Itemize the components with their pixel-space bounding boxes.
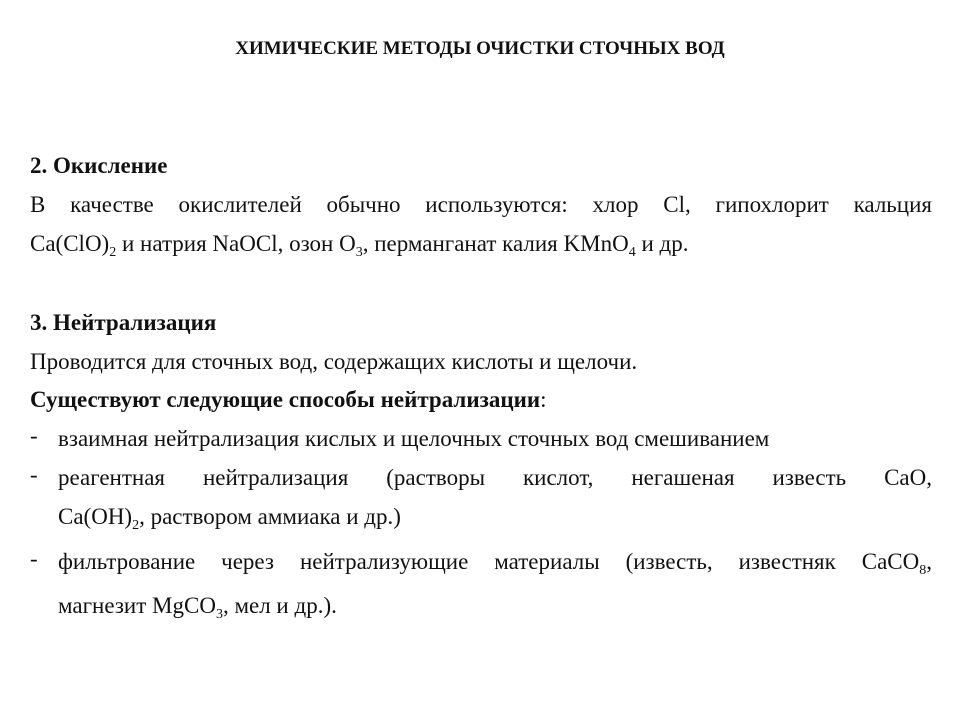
bullet-marker: - — [30, 546, 38, 571]
subscript: 3 — [215, 607, 223, 622]
text-segment: Ca(ClO) — [30, 231, 110, 256]
text-segment: взаимная нейтрализация кислых и щелочных сточных вод смешиванием — [58, 426, 770, 451]
neutralization-intro: Проводится для сточных вод, содержащих кислоты и щелочи. — [30, 349, 638, 374]
text-segment: , мел и др.). — [222, 593, 337, 618]
text-segment: и натрия NaOCl, озон O — [116, 231, 356, 256]
bullet-reagent-neutralization-line-1 — [58, 464, 932, 492]
bullet-marker: - — [30, 423, 38, 448]
subscript: 2 — [109, 245, 117, 260]
methods-heading-colon: : — [540, 387, 547, 412]
text-segment: В качестве окислителей обычно используются: хлор Cl, гипохлорит кальция — [30, 192, 932, 217]
bullet-reagent-neutralization-line-2 — [58, 503, 401, 531]
bullet-filtration-line-1 — [58, 548, 932, 576]
bullet-filtration-line-2 — [58, 592, 337, 620]
methods-heading — [30, 386, 546, 414]
text-segment: Ca(OH) — [58, 504, 133, 529]
subscript: 4 — [628, 245, 636, 260]
subscript: 2 — [132, 518, 140, 533]
methods-heading-text: Существуют следующие способы нейтрализации — [30, 387, 541, 412]
text-segment: , — [926, 549, 932, 574]
subscript: 8 — [919, 563, 927, 578]
subscript: 3 — [355, 245, 363, 260]
bullet-marker: - — [30, 462, 38, 487]
text-segment: , перманганат калия KMnO — [362, 231, 629, 256]
bullet-mutual-neutralization — [58, 425, 769, 453]
section-heading-neutralization: 3. Нейтрализация — [30, 310, 217, 335]
text-segment: , раствором аммиака и др.) — [139, 504, 401, 529]
page-title: ХИМИЧЕСКИЕ МЕТОДЫ ОЧИСТКИ СТОЧНЫХ ВОД — [235, 38, 725, 59]
text-segment: фильтрование через нейтрализующие материалы (известь, известняк CaCO — [58, 549, 920, 574]
text-segment: реагентная нейтрализация (растворы кислот, негашеная известь CaO, — [58, 465, 932, 490]
section-heading-oxidation: 2. Окисление — [30, 153, 168, 178]
text-segment: магнезит MgCO — [58, 593, 216, 618]
oxidation-text-line-1 — [30, 191, 932, 219]
text-segment: и др. — [635, 231, 689, 256]
oxidation-text-line-2 — [30, 230, 688, 258]
